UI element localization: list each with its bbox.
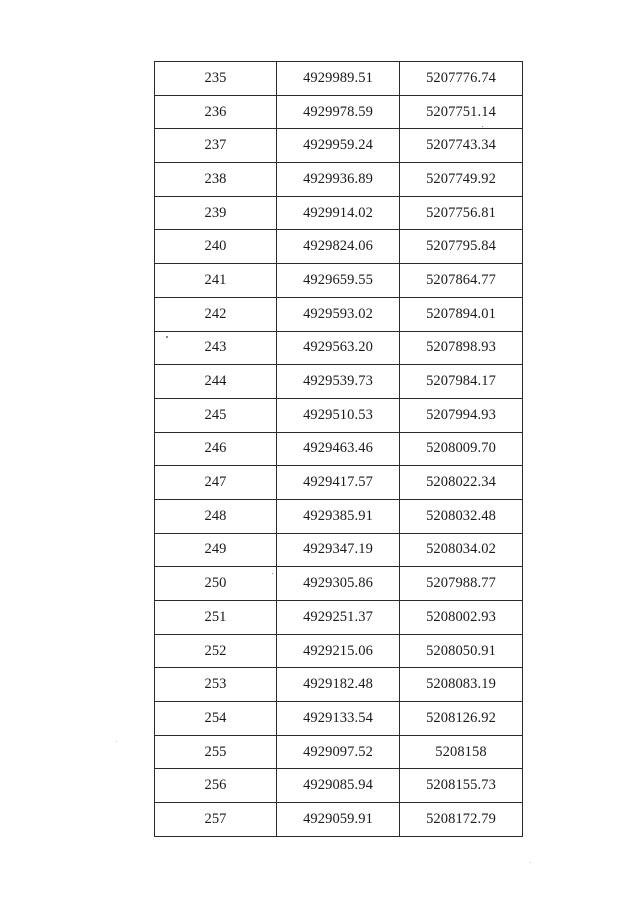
y-coordinate-cell: 5207864.77 xyxy=(400,264,523,298)
x-coordinate-cell: 4929914.02 xyxy=(277,196,400,230)
table-row xyxy=(155,264,523,298)
table-row xyxy=(155,129,523,163)
y-coordinate-cell: 5208032.48 xyxy=(400,499,523,533)
point-number-cell: 250 xyxy=(155,567,277,601)
y-coordinate-cell: 5207988.77 xyxy=(400,567,523,601)
coordinate-table xyxy=(154,61,523,837)
x-coordinate-cell: 4929133.54 xyxy=(277,702,400,736)
table-row xyxy=(155,432,523,466)
x-coordinate-cell: 4929959.24 xyxy=(277,129,400,163)
x-coordinate-cell: 4929563.20 xyxy=(277,331,400,365)
x-coordinate-cell: 4929463.46 xyxy=(277,432,400,466)
point-number-cell: 235 xyxy=(155,62,277,96)
table-row xyxy=(155,634,523,668)
coordinate-table-body xyxy=(155,62,523,837)
x-coordinate-cell: 4929251.37 xyxy=(277,601,400,635)
point-number-cell: 237 xyxy=(155,129,277,163)
x-coordinate-cell: 4929385.91 xyxy=(277,499,400,533)
point-number-cell: 238 xyxy=(155,163,277,197)
table-row xyxy=(155,196,523,230)
table-row xyxy=(155,331,523,365)
table-row xyxy=(155,567,523,601)
point-number-cell: 253 xyxy=(155,668,277,702)
y-coordinate-cell: 5207776.74 xyxy=(400,62,523,96)
scan-speck xyxy=(272,573,273,574)
point-number-cell: 239 xyxy=(155,196,277,230)
table-row xyxy=(155,735,523,769)
scan-speck xyxy=(166,336,168,338)
point-number-cell: 241 xyxy=(155,264,277,298)
point-number-cell: 240 xyxy=(155,230,277,264)
y-coordinate-cell: 5208126.92 xyxy=(400,702,523,736)
y-coordinate-cell: 5207994.93 xyxy=(400,398,523,432)
point-number-cell: 244 xyxy=(155,365,277,399)
table-row xyxy=(155,230,523,264)
y-coordinate-cell: 5208155.73 xyxy=(400,769,523,803)
y-coordinate-cell: 5207795.84 xyxy=(400,230,523,264)
y-coordinate-cell: 5208050.91 xyxy=(400,634,523,668)
y-coordinate-cell: 5207756.81 xyxy=(400,196,523,230)
point-number-cell: 246 xyxy=(155,432,277,466)
point-number-cell: 251 xyxy=(155,601,277,635)
y-coordinate-cell: 5208009.70 xyxy=(400,432,523,466)
y-coordinate-cell: 5208158 xyxy=(400,735,523,769)
table-row xyxy=(155,365,523,399)
point-number-cell: 249 xyxy=(155,533,277,567)
table-row xyxy=(155,163,523,197)
x-coordinate-cell: 4929510.53 xyxy=(277,398,400,432)
x-coordinate-cell: 4929347.19 xyxy=(277,533,400,567)
y-coordinate-cell: 5208002.93 xyxy=(400,601,523,635)
x-coordinate-cell: 4929978.59 xyxy=(277,95,400,129)
scan-speck xyxy=(530,862,531,863)
x-coordinate-cell: 4929936.89 xyxy=(277,163,400,197)
point-number-cell: 252 xyxy=(155,634,277,668)
point-number-cell: 254 xyxy=(155,702,277,736)
table-row xyxy=(155,533,523,567)
y-coordinate-cell: 5207751.14 xyxy=(400,95,523,129)
point-number-cell: 243 xyxy=(155,331,277,365)
point-number-cell: 256 xyxy=(155,769,277,803)
x-coordinate-cell: 4929182.48 xyxy=(277,668,400,702)
x-coordinate-cell: 4929593.02 xyxy=(277,297,400,331)
table-row xyxy=(155,95,523,129)
y-coordinate-cell: 5207898.93 xyxy=(400,331,523,365)
y-coordinate-cell: 5208083.19 xyxy=(400,668,523,702)
x-coordinate-cell: 4929059.91 xyxy=(277,803,400,837)
x-coordinate-cell: 4929305.86 xyxy=(277,567,400,601)
table-row xyxy=(155,62,523,96)
x-coordinate-cell: 4929097.52 xyxy=(277,735,400,769)
table-row xyxy=(155,499,523,533)
y-coordinate-cell: 5207894.01 xyxy=(400,297,523,331)
x-coordinate-cell: 4929539.73 xyxy=(277,365,400,399)
point-number-cell: 245 xyxy=(155,398,277,432)
y-coordinate-cell: 5207749.92 xyxy=(400,163,523,197)
table-row xyxy=(155,803,523,837)
table-row xyxy=(155,769,523,803)
x-coordinate-cell: 4929085.94 xyxy=(277,769,400,803)
y-coordinate-cell: 5208172.79 xyxy=(400,803,523,837)
y-coordinate-cell: 5207743.34 xyxy=(400,129,523,163)
point-number-cell: 236 xyxy=(155,95,277,129)
x-coordinate-cell: 4929824.06 xyxy=(277,230,400,264)
point-number-cell: 242 xyxy=(155,297,277,331)
table-row xyxy=(155,601,523,635)
table-row xyxy=(155,297,523,331)
scan-speck xyxy=(482,126,483,127)
table-row xyxy=(155,466,523,500)
x-coordinate-cell: 4929659.55 xyxy=(277,264,400,298)
point-number-cell: 255 xyxy=(155,735,277,769)
scan-speck xyxy=(116,741,117,742)
point-number-cell: 248 xyxy=(155,499,277,533)
table-row xyxy=(155,668,523,702)
x-coordinate-cell: 4929215.06 xyxy=(277,634,400,668)
y-coordinate-cell: 5208022.34 xyxy=(400,466,523,500)
table-row xyxy=(155,398,523,432)
table-row xyxy=(155,702,523,736)
x-coordinate-cell: 4929417.57 xyxy=(277,466,400,500)
y-coordinate-cell: 5208034.02 xyxy=(400,533,523,567)
x-coordinate-cell: 4929989.51 xyxy=(277,62,400,96)
point-number-cell: 257 xyxy=(155,803,277,837)
point-number-cell: 247 xyxy=(155,466,277,500)
y-coordinate-cell: 5207984.17 xyxy=(400,365,523,399)
